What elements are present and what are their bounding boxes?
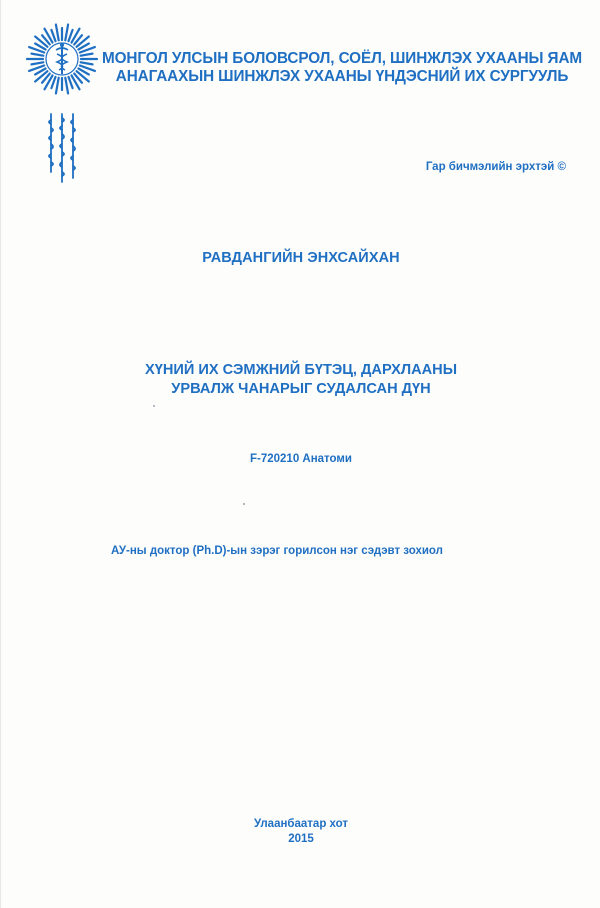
- specialty-code: F-720210 Анатоми: [249, 453, 352, 465]
- seal-ray: [51, 30, 55, 41]
- seal-ray: [65, 78, 68, 94]
- year: 2015: [288, 833, 314, 845]
- seal-ray: [81, 62, 93, 64]
- thesis-title-line-2: УРВАЛЖ ЧАНАРЫГ СУДАЛСАН ДҮН: [171, 381, 431, 397]
- thesis-title-line-1: ХҮНИЙ ИХ СЭМЖНИЙ БҮТЭЦ, ДАРХЛААНЫ: [144, 362, 457, 378]
- place-and-year: [1, 817, 600, 847]
- seal-ray: [56, 78, 59, 94]
- scan-speck: [243, 503, 245, 505]
- ministry-line-1: МОНГОЛ УЛСЫН БОЛОВСРОЛ, СОЁЛ, ШИНЖЛЭХ УХААНЫ ЯАМ: [101, 50, 583, 67]
- seal-ray: [68, 77, 72, 88]
- seal-ray: [56, 25, 59, 41]
- author-name: РАВДАНГИЙН ЭНХСАЙХАН: [202, 250, 400, 266]
- seal-ray: [81, 54, 93, 56]
- city: Улаанбаатар хот: [253, 818, 349, 830]
- scan-speck: [153, 405, 155, 407]
- seal-ray: [51, 77, 55, 88]
- university-line-2: АНАГААХЫН ШИНЖЛЭХ УХААНЫ ҮНДЭСНИЙ ИХ СУРГУУЛЬ: [115, 68, 569, 85]
- mongolian-script-icon: [43, 112, 83, 186]
- seal-ray: [68, 30, 72, 41]
- copyright-notice: Гар бичмэлийн эрхтэй ©: [425, 161, 566, 173]
- degree-statement: АУ-ны доктор (Ph.D)-ын зэрэг горилсон нэг сэдэвт зохиол: [111, 545, 443, 557]
- seal-ray: [65, 25, 68, 41]
- ministry-heading: [99, 50, 585, 86]
- seal-ray: [31, 62, 43, 64]
- university-seal-icon: [25, 22, 99, 96]
- seal-ray: [31, 54, 43, 56]
- thesis-title: [1, 361, 600, 399]
